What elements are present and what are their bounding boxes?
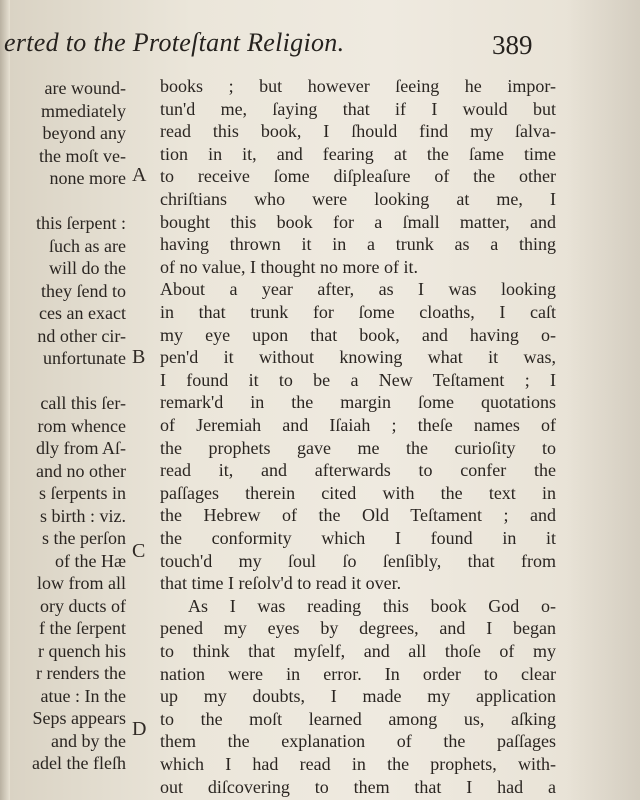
text-line: read this book, I ſhould find my ſalva- bbox=[160, 121, 556, 142]
left-column-line: unfortunate bbox=[43, 348, 126, 368]
left-page-column bbox=[0, 76, 128, 800]
text-line: remark'd in the margin ſome quotations bbox=[160, 392, 556, 413]
text-line: to the moſt learned among us, aſking bbox=[160, 708, 556, 729]
text-line: in that trunk for ſome cloaths, I caſt bbox=[160, 302, 556, 322]
left-column-line: beyond any bbox=[42, 123, 126, 143]
left-column-line: s birth : viz. bbox=[40, 505, 126, 526]
text-line: tun'd me, ſaying that if I would but bbox=[160, 98, 556, 119]
text-line: which I had read in the prophets, with- bbox=[160, 754, 556, 774]
margin-marker-a: A bbox=[132, 164, 147, 186]
text-line: the Hebrew of the Old Teſtament ; and bbox=[160, 505, 556, 526]
margin-marker-d: D bbox=[132, 718, 147, 740]
left-column-line: none more bbox=[49, 168, 126, 188]
text-line: touch'd my ſoul ſo ſenſibly, that from bbox=[160, 550, 556, 571]
left-column-line: atue : In the bbox=[40, 685, 126, 706]
left-column-line: of the Hæ bbox=[55, 550, 126, 571]
left-column-line: the moſt ve- bbox=[39, 145, 126, 166]
text-line: pen'd it without knowing what it was, bbox=[160, 347, 556, 368]
left-column-line: mmediately bbox=[41, 100, 126, 121]
text-line: having thrown it in a trunk as a thing bbox=[160, 234, 556, 255]
running-head-title: erted to the Proteſtant Religion. bbox=[4, 28, 345, 57]
text-line: As I was reading this book God o- bbox=[188, 595, 556, 616]
left-column-line: will do the bbox=[49, 258, 126, 278]
left-column-line: f the ſerpent bbox=[39, 618, 126, 638]
running-head bbox=[0, 28, 640, 68]
left-column-line: r renders the bbox=[36, 663, 126, 683]
left-column-line: they ſend to bbox=[41, 280, 126, 301]
text-line: the prophets gave me the curioſity to bbox=[160, 437, 556, 458]
text-line: pened my eyes by degrees, and I began bbox=[160, 618, 556, 639]
text-line: of Jeremiah and Iſaiah ; theſe names of bbox=[160, 415, 556, 435]
text-line: read it, and afterwards to confer the bbox=[160, 460, 556, 481]
left-column-line: are wound- bbox=[44, 78, 126, 98]
left-column-line: ces an exact bbox=[39, 303, 126, 323]
text-line: tion in it, and fearing at the ſame time bbox=[160, 143, 556, 164]
page-number: 389 bbox=[492, 30, 533, 60]
left-column-line: ſuch as are bbox=[49, 235, 126, 256]
text-line: of no value, I thought no more of it. bbox=[160, 256, 418, 277]
left-column-line: adel the fleſh bbox=[32, 753, 126, 773]
main-text-column bbox=[160, 74, 556, 800]
text-line: up my doubts, I made my application bbox=[160, 686, 556, 707]
text-line: I found it to be a New Teſtament ; I bbox=[160, 369, 556, 390]
left-column-line: and by the bbox=[51, 730, 126, 751]
left-column-line: dly from Aſ- bbox=[36, 438, 126, 458]
left-column-line: r quench his bbox=[38, 640, 126, 661]
text-line: them the explanation of the paſſages bbox=[160, 731, 556, 752]
text-line: About a year after, as I was looking bbox=[160, 279, 556, 300]
left-column-line: nd other cir- bbox=[37, 325, 126, 346]
text-line: nation were in error. In order to clear bbox=[160, 663, 556, 684]
text-line: books ; but however ſeeing he impor- bbox=[160, 76, 556, 96]
text-line: chriſtians who were looking at me, I bbox=[160, 189, 556, 209]
margin-marker-b: B bbox=[132, 346, 146, 368]
text-line: the conformity which I found in it bbox=[160, 528, 556, 548]
left-column-line: Seps appears bbox=[32, 708, 126, 728]
text-line: to think that myſelf, and all thoſe of my bbox=[160, 641, 556, 661]
left-column-line: and no other bbox=[36, 460, 126, 481]
text-line: my eye upon that book, and having o- bbox=[160, 324, 556, 345]
text-line: out diſcovering to them that I had a bbox=[160, 776, 556, 797]
margin-marker-c: C bbox=[132, 540, 146, 562]
text-line: paſſages therein cited with the text in bbox=[160, 482, 556, 503]
page-edge-shade bbox=[566, 0, 640, 800]
left-column-line: s the perſon bbox=[42, 528, 126, 548]
left-column-line: low from all bbox=[37, 573, 126, 593]
left-column-line: call this ſer- bbox=[40, 393, 126, 413]
left-column-line: this ſerpent : bbox=[36, 213, 126, 233]
left-column-line: s ſerpents in bbox=[39, 483, 126, 503]
left-column-line: ory ducts of bbox=[40, 595, 126, 616]
text-line: bought this book for a ſmall matter, and bbox=[160, 211, 556, 232]
left-column-line: rom whence bbox=[37, 415, 126, 436]
text-line: that time I reſolv'd to read it over. bbox=[160, 573, 402, 594]
text-line: to receive ſome diſpleaſure of the other bbox=[160, 166, 556, 187]
